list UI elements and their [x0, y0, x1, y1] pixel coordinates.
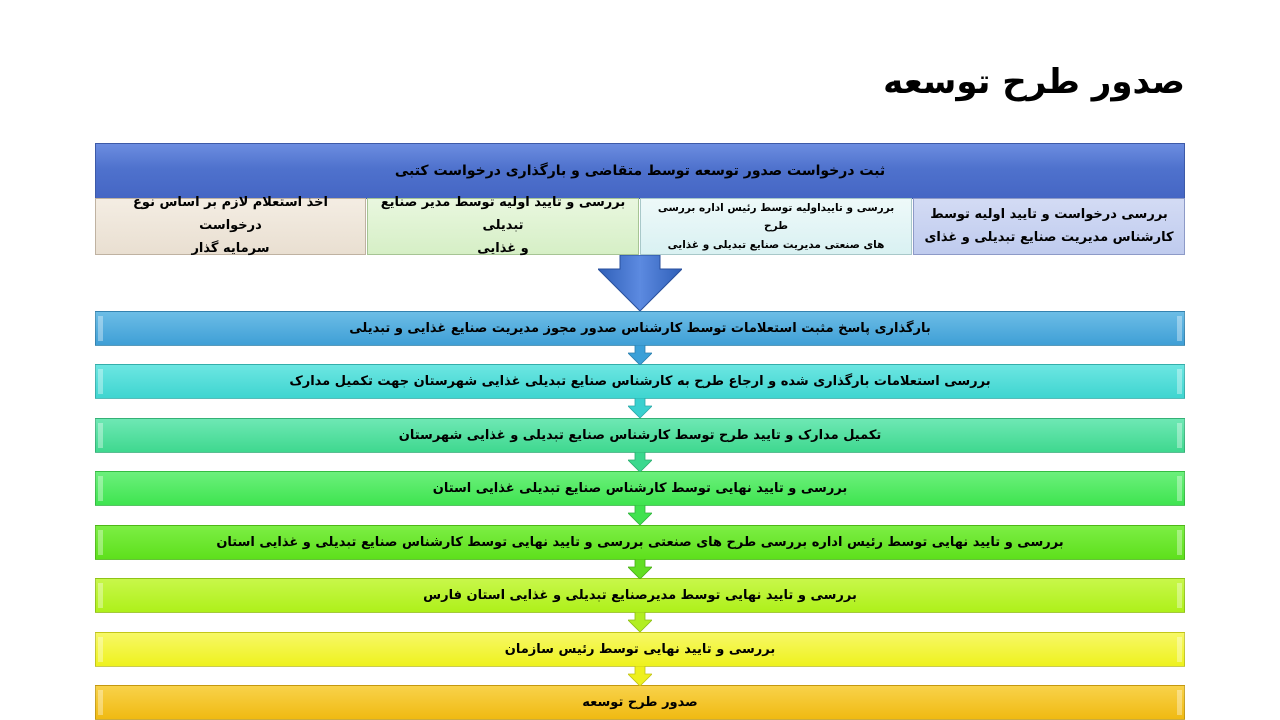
connector-arrow-icon	[628, 345, 652, 365]
process-step-6	[95, 578, 1185, 613]
sub-step-3-line1: بررسی و تایید اولیه توسط مدیر صنایع تبدیلی	[380, 195, 626, 234]
process-step-7	[95, 632, 1185, 667]
process-step-5	[95, 525, 1185, 560]
sub-step-2	[640, 198, 912, 255]
process-step-8-label: صدور طرح توسعه	[582, 695, 698, 710]
process-step-4-label: بررسی و تایید نهایی توسط کارشناس صنایع تبدیلی غذایی استان	[432, 481, 848, 496]
connector-arrow-icon	[628, 505, 652, 525]
process-step-3	[95, 418, 1185, 453]
process-step-4	[95, 471, 1185, 506]
process-step-6-label: بررسی و تایید نهایی توسط مدیرصنایع تبدیلی و غذایی استان فارس	[423, 588, 857, 603]
sub-step-3	[367, 195, 639, 256]
sub-step-1	[913, 198, 1185, 255]
sub-step-1-line2: کارشناس مدیریت صنایع تبدیلی و غذای	[924, 229, 1174, 245]
sub-step-3-line2: و غذایی	[477, 240, 529, 256]
connector-arrow-icon	[628, 559, 652, 579]
process-step-1-label: بارگذاری پاسخ مثبت استعلامات توسط کارشناس صدور مجوز مدیریت صنایع غذایی و تبدیلی	[349, 321, 931, 336]
process-step-2	[95, 364, 1185, 399]
sub-step-4	[95, 195, 366, 256]
process-step-7-label: بررسی و تایید نهایی توسط رئیس سازمان	[504, 642, 776, 657]
sub-step-2-line2: های صنعتی مدیریت صنایع تبدیلی و غذایی	[667, 238, 885, 251]
process-step-1	[95, 311, 1185, 346]
sub-step-1-line1: بررسی درخواست و تایید اولیه توسط	[930, 206, 1168, 222]
header-step-label: ثبت درخواست صدور توسعه توسط متقاضی و بارگذاری درخواست کتبی	[394, 163, 886, 179]
connector-arrow-icon	[628, 666, 652, 686]
page-title: صدور طرح توسعه	[883, 62, 1185, 102]
process-step-5-label: بررسی و تایید نهایی توسط رئیس اداره بررسی طرح های صنعتی بررسی و تایید نهایی توسط کارشناس صنایع تبدیلی و غذایی استان	[216, 535, 1064, 550]
connector-arrow-icon	[628, 398, 652, 418]
process-step-3-label: تکمیل مدارک و تایید طرح توسط کارشناس صنایع تبدیلی و غذایی شهرستان	[398, 428, 882, 443]
sub-step-4-line1: اخذ استعلام لازم بر اساس نوع درخواست	[133, 195, 328, 234]
sub-step-2-line1: بررسی و تاییداولیه توسط رئیس اداره بررسی طرح	[657, 201, 895, 233]
header-step	[95, 143, 1185, 199]
process-step-8	[95, 685, 1185, 720]
process-step-2-label: بررسی استعلامات بارگذاری شده و ارجاع طرح به کارشناس صنایع تبدیلی غذایی شهرستان جهت تکمیل مدارک	[289, 374, 991, 389]
down-arrow-icon	[598, 255, 682, 311]
connector-arrow-icon	[628, 612, 652, 632]
connector-arrow-icon	[628, 452, 652, 472]
sub-step-4-line2: سرمایه گذار	[191, 240, 270, 256]
